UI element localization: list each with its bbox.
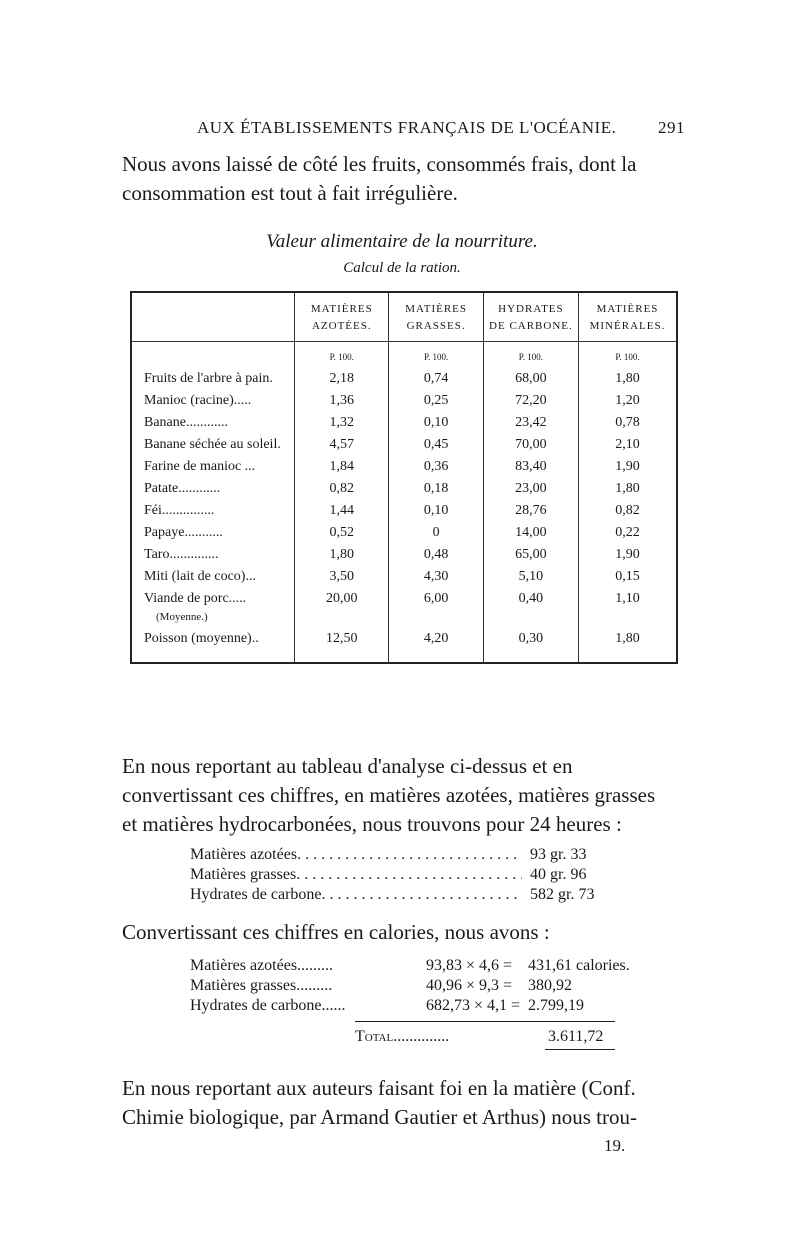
column-header: MATIÈRES GRASSES. xyxy=(389,292,483,342)
text-line: En nous reportant au tableau d'analyse ci-dessus et en xyxy=(122,754,573,778)
table-header-blank xyxy=(131,292,295,342)
table-row: Banane séchée au soleil. 4,57 0,45 70,00 2,10 xyxy=(131,434,677,456)
text-line: consommation est tout à fait irrégulière. xyxy=(122,181,458,205)
divider xyxy=(355,1021,615,1022)
table-row: Poisson (moyenne).. 12,50 4,20 0,30 1,80 xyxy=(131,628,677,650)
table-row: Taro.............. 1,80 0,48 65,00 1,90 xyxy=(131,544,677,566)
table-title: Valeur alimentaire de la nourriture. xyxy=(266,231,538,252)
list-item: Matières grasses......... 40,96 × 9,3 = 380,92 xyxy=(190,977,572,994)
table-row: Banane............ 1,32 0,10 23,42 0,78 xyxy=(131,412,677,434)
table-row: Farine de manioc ... 1,84 0,36 83,40 1,90 xyxy=(131,456,677,478)
paragraph-conversion xyxy=(122,752,682,839)
intro-paragraph xyxy=(122,150,682,208)
list-item: Hydrates de carbone . . . 582 gr. 73 xyxy=(190,885,630,905)
column-header: MATIÈRES AZOTÉES. xyxy=(295,292,389,342)
signature-mark: 19. xyxy=(604,1136,626,1155)
total-value: 3.611,72 xyxy=(548,1028,604,1045)
table-row: Papaye........... 0,52 0 14,00 0,22 xyxy=(131,522,677,544)
paragraph-authors xyxy=(122,1074,682,1132)
calorie-total xyxy=(355,1028,615,1046)
table-spacer xyxy=(131,650,677,663)
list-item: Hydrates de carbone...... 682,73 × 4,1 = 2.799,19 xyxy=(190,997,584,1014)
divider xyxy=(545,1049,615,1050)
table-row: Viande de porc..... (Moyenne.) 20,00 6,00 0,40 1,10 xyxy=(131,588,677,628)
calorie-calculation xyxy=(190,957,690,1017)
daily-quantities xyxy=(190,845,630,905)
list-item: Matières azotées . . . 93 gr. 33 xyxy=(190,845,630,865)
text-line: Nous avons laissé de côté les fruits, consommés frais, dont la xyxy=(122,152,637,176)
text-line: et matières hydrocarbonées, nous trouvons pour 24 heures : xyxy=(122,812,622,836)
total-label: Total.............. xyxy=(355,1028,450,1045)
nutrition-table xyxy=(130,291,678,664)
list-item: Matières grasses . . . 40 gr. 96 xyxy=(190,865,630,885)
column-header: HYDRATES DE CARBONE. xyxy=(483,292,578,342)
table-row: Féi............... 1,44 0,10 28,76 0,82 xyxy=(131,500,677,522)
table-row: Patate............ 0,82 0,18 23,00 1,80 xyxy=(131,478,677,500)
table-subtitle: Calcul de la ration. xyxy=(343,260,461,276)
row-label: Viande de porc..... xyxy=(144,591,247,606)
column-header: MATIÈRES MINÉRALES. xyxy=(579,292,677,342)
table-row: Miti (lait de coco)... 3,50 4,30 5,10 0,15 xyxy=(131,566,677,588)
table-row: Manioc (racine)..... 1,36 0,25 72,20 1,20 xyxy=(131,390,677,412)
page-number: 291 xyxy=(658,118,685,137)
row-note: (Moyenne.) xyxy=(156,611,208,623)
paragraph-calories: Convertissant ces chiffres en calories, nous avons : xyxy=(122,920,550,944)
running-title: AUX ÉTABLISSEMENTS FRANÇAIS DE L'OCÉANIE. xyxy=(197,118,617,137)
table-header-row xyxy=(131,292,677,342)
text-line: Chimie biologique, par Armand Gautier et Arthus) nous trou- xyxy=(122,1105,637,1129)
text-line: convertissant ces chiffres, en matières azotées, matières grasses xyxy=(122,783,656,807)
table-row: Fruits de l'arbre à pain. 2,18 0,74 68,00 1,80 xyxy=(131,368,677,390)
text-line: En nous reportant aux auteurs faisant foi en la matière (Conf. xyxy=(122,1076,636,1100)
units-row: P. 100. P. 100. P. 100. P. 100. xyxy=(131,342,677,369)
list-item: Matières azotées......... 93,83 × 4,6 = 431,61 calories. xyxy=(190,957,630,974)
